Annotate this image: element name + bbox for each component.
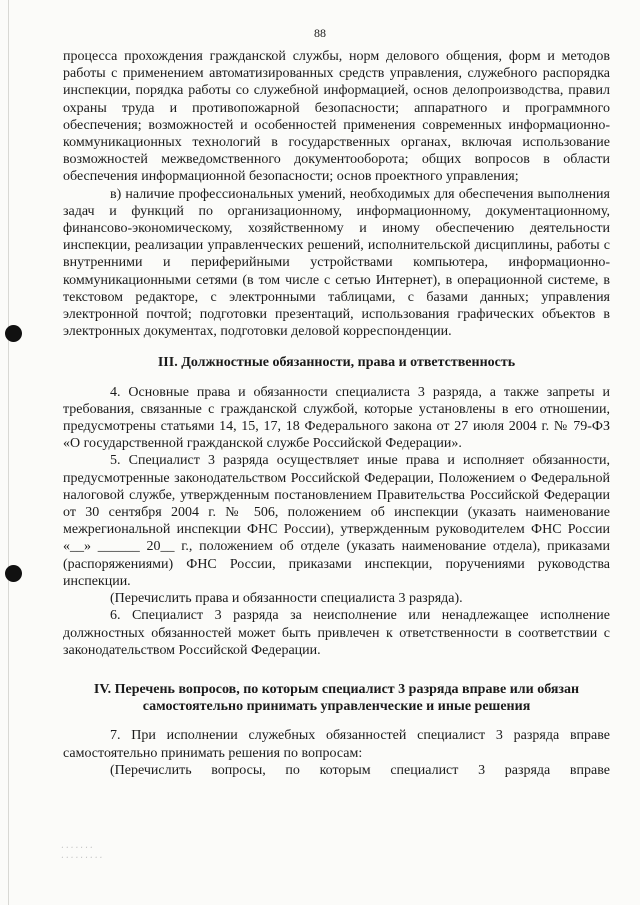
paragraph: в) наличие профессиональных умений, необходимых для обеспечения выполнения задач и функций по организационному, информационному, документационному, финансово-экономическому, хозяйственному и иному обеспечению деятельности инспекции, реализации управленческих решений, исполнительской дисциплины, работы с внутренними и периферийными устройствами компьютера, информационно-коммуникационными сетями (в том числе с сетью Интернет), в операционной системе, в текстовом редакторе, с электронными таблицами, с базами данных; управления электронной почтой; подготовки презентаций, использования графических объектов в электронных документах, подготовки деловой корреспонденции. [63,186,610,340]
section-heading: III. Должностные обязанности, права и ответственность [157,355,516,371]
paragraph: (Перечислить вопросы, по которым специалист 3 разряда вправе [110,762,610,778]
binder-hole [5,565,22,582]
scan-watermark: ······· ········· [60,843,104,862]
paragraph: 6. Специалист 3 разряда за неисполнение или ненадлежащее исполнение должностных обязанностей может быть привлечен к ответственности в соответствии с законодательством Российской Федерации. [63,608,610,658]
section-heading-line: IV. Перечень вопросов, по которым специалист 3 разряда вправе или обязан [93,681,580,697]
section-heading [63,681,610,715]
binder-hole [5,325,22,342]
paragraph: процесса прохождения гражданской службы, норм делового общения, форм и методов работы с применением автоматизированных средств управления, служебного распорядка инспекции, порядка работы со служебной информацией, основ делопроизводства, правил охраны труда и противопожарной безопасности; аппаратного и программного обеспечения; возможностей и особенностей применения современных информационно-коммуникационных технологий в государственных органах, включая использование возможностей межведомственного документооборота; общих вопросов в области обеспечения информационной безопасности; основ проектного управления; [63,49,610,185]
paragraph: 5. Специалист 3 разряда осуществляет иные права и исполняет обязанности, предусмотренные законодательством Российской Федерации, Положением о Федеральной налоговой службе, утвержденным постановлением Правительства Российской Федерации от 30 сентября 2004 г. № 506, положением об инспекции (указать наименование межрегиональной инспекции ФНС России), утвержденным руководителем ФНС России «__» ______ 20__ г., положением об отделе (указать наименование отдела), приказами (распоряжениями) ФНС России, приказами инспекции, поручениями руководства инспекции. [63,453,610,589]
page-number: 88 [314,26,326,40]
section-heading-line: самостоятельно принимать управленческие и иные решения [142,699,531,715]
paragraph: 4. Основные права и обязанности специалиста 3 разряда, а также запреты и требования, связанные с гражданской службой, которые установлены в его отношении, предусмотрены статьями 14, 15, 17, 18 Федерального закона от 27 июля 2004 г. № 79-ФЗ «О государственной гражданской службе Российской Федерации». [63,384,610,452]
document-body [63,48,610,779]
paragraph: (Перечислить права и обязанности специалиста 3 разряда). [110,591,463,607]
scan-edge-line [8,0,9,905]
paragraph: 7. При исполнении служебных обязанностей специалист 3 разряда вправе самостоятельно принимать решения по вопросам: [63,728,610,761]
